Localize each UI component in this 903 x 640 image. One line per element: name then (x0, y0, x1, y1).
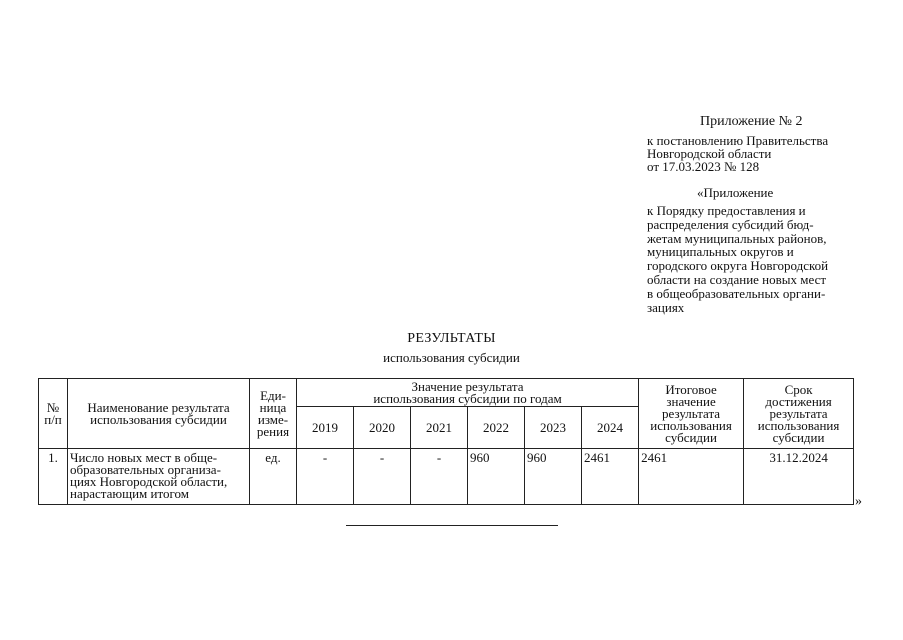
header-text: использования (650, 417, 732, 433)
resolution-line: от 17.03.2023 № 128 (647, 159, 760, 174)
resolution-reference (647, 134, 828, 173)
order-line: области на создание новых мест (647, 271, 827, 287)
header-text: Наименование результата (87, 399, 230, 415)
header-year-2022: 2022 (468, 407, 525, 449)
results-title: РЕЗУЛЬТАТЫ (407, 331, 496, 346)
cell-name-line: Число новых мест в обще- (70, 450, 218, 465)
table-row (39, 449, 854, 505)
header-text: использования субсидии по годам (373, 390, 562, 406)
header-year-2023: 2023 (525, 407, 582, 449)
header-year-2020: 2020 (354, 407, 411, 449)
header-number (39, 379, 68, 449)
order-line: зациях (647, 299, 685, 315)
bottom-divider (346, 525, 558, 526)
results-subtitle: использования субсидии (383, 350, 520, 365)
cell-name-line: образовательных организа- (70, 462, 221, 477)
header-text: использования (757, 417, 840, 433)
closing-quote: » (855, 494, 862, 509)
header-text: Еди- (260, 387, 286, 403)
header-unit (250, 379, 297, 449)
cell-value-2023: 960 (525, 449, 582, 505)
header-name (68, 379, 250, 449)
cell-value-2022: 960 (468, 449, 525, 505)
cell-value-2019: - (297, 449, 354, 505)
header-text: достижения (765, 393, 832, 409)
header-text: п/п (44, 411, 62, 427)
resolution-line: к постановлению Правительства (647, 133, 829, 148)
header-year-2024: 2024 (582, 407, 639, 449)
cell-number: 1. (39, 449, 68, 505)
order-line: муниципальных округов и (647, 244, 794, 260)
order-reference (647, 204, 828, 314)
results-table (38, 378, 854, 505)
cell-value-2024: 2461 (582, 449, 639, 505)
order-line: распределения субсидий бюд- (647, 216, 814, 232)
header-value-group (297, 379, 639, 407)
header-text: использования субсидии (90, 411, 227, 427)
header-total (639, 379, 744, 449)
header-text: рения (256, 423, 290, 439)
header-text: ница (259, 399, 287, 415)
cell-name-line: нарастающим итогом (70, 486, 189, 501)
cell-name-line: циях Новгородской области, (70, 474, 228, 489)
cell-unit: ед. (250, 449, 297, 505)
header-deadline (744, 379, 854, 449)
header-text: субсидии (772, 429, 825, 445)
header-text: субсидии (665, 429, 717, 445)
header-text: результата (662, 405, 721, 421)
header-text: Срок (784, 381, 813, 397)
header-text: № (46, 399, 60, 415)
header-year-2021: 2021 (411, 407, 468, 449)
order-line: городского округа Новгородской (647, 258, 829, 274)
cell-name (68, 449, 250, 505)
cell-value-2021: - (411, 449, 468, 505)
header-text: Значение результата (411, 378, 524, 394)
header-text: результата (769, 405, 828, 421)
header-text: значение (666, 393, 716, 409)
appendix-title: Приложение № 2 (700, 114, 803, 129)
header-text: изме- (257, 411, 289, 427)
order-line: к Порядку предоставления и (647, 203, 806, 218)
header-text: Итоговое (665, 381, 717, 397)
cell-total: 2461 (639, 449, 744, 505)
cell-deadline: 31.12.2024 (744, 449, 854, 505)
order-line: жетам муниципальных районов, (647, 230, 827, 246)
header-year-2019: 2019 (297, 407, 354, 449)
resolution-line: Новгородской области (647, 146, 772, 161)
cell-value-2020: - (354, 449, 411, 505)
order-appendix-title: «Приложение (697, 185, 774, 200)
order-line: в общеобразовательных органи- (647, 285, 826, 301)
